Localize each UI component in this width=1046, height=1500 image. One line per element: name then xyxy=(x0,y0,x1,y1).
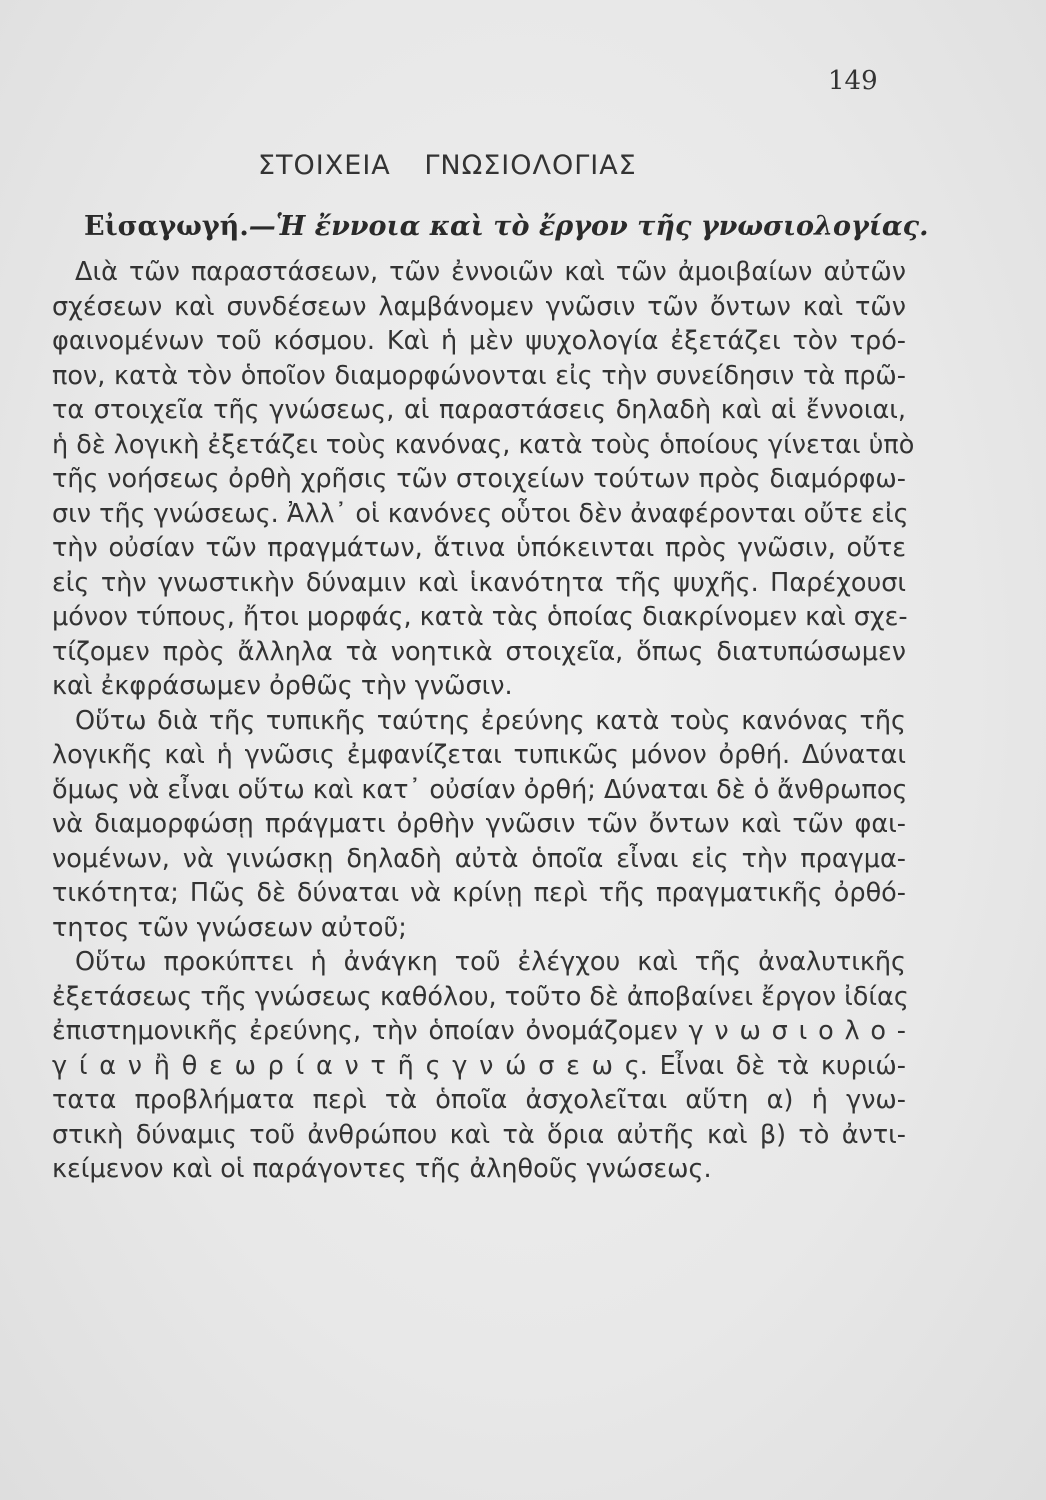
text-line: τίζομεν πρὸς ἄλληλα τὰ νοητικὰ στοιχεῖα, ὅπως διατυπώσωμεν xyxy=(52,636,906,667)
text-line: στικὴ δύναμις τοῦ ἀνθρώπου καὶ τὰ ὅρια αὐτῆς καὶ β) τὸ ἀντι- xyxy=(52,1119,906,1150)
text-line: τατα προβλήματα περὶ τὰ ὁποῖα ἀσχολεῖται αὕτη α) ἡ γνω- xyxy=(52,1085,906,1115)
paragraph xyxy=(52,704,906,946)
text-line: τητος τῶν γνώσεων αὐτοῦ; xyxy=(52,912,407,943)
text-line: Οὕτω προκύπτει ἡ ἀνάγκη τοῦ ἐλέγχου καὶ τῆς ἀναλυτικῆς xyxy=(75,947,906,977)
paragraph xyxy=(52,945,909,1187)
subheading-title: —Ἡ ἔννοια καὶ τὸ ἔργον τῆς γνωσιολογίας. xyxy=(248,211,929,242)
text-line: σχέσεων καὶ συνδέσεων λαμβάνομεν γνῶσιν τῶν ὄντων καὶ τῶν xyxy=(52,291,906,322)
text-line: Οὕτω διὰ τῆς τυπικῆς ταύτης ἐρεύνης κατὰ τοὺς κανόνας τῆς xyxy=(75,705,906,736)
text-line: φαινομένων τοῦ κόσμου. Καὶ ἡ μὲν ψυχολογία ἐξετάζει τὸν τρό- xyxy=(52,326,906,356)
text-line: κείμενον καὶ οἱ παράγοντες τῆς ἀληθοῦς γνώσεως. xyxy=(52,1154,712,1184)
text-line: γ ί α ν ἢ θ ε ω ρ ί α ν τ ῆ ς γ ν ώ σ ε ω ς. Εἶναι δὲ τὰ κυριώ- xyxy=(52,1050,906,1081)
text-line: ἡ δὲ λογικὴ ἐξετάζει τοὺς κανόνας, κατὰ τοὺς ὁποίους γίνεται ὑπὸ xyxy=(52,429,915,460)
text-line: ἐξετάσεως τῆς γνώσεως καθόλου, τοῦτο δὲ ἀποβαίνει ἔργον ἰδίας xyxy=(52,981,909,1012)
text-line: λογικῆς καὶ ἡ γνῶσις ἐμφανίζεται τυπικῶς μόνον ὀρθή. Δύναται xyxy=(52,740,906,770)
text-line: σιν τῆς γνώσεως. Ἀλλ᾽ οἱ κανόνες οὗτοι δὲν ἀναφέρονται οὔτε εἰς xyxy=(52,498,909,529)
subheading-label: Εἰσαγωγή. xyxy=(84,211,249,242)
text-line: τικότητα; Πῶς δὲ δύναται νὰ κρίνῃ περὶ τῆς πραγματικῆς ὀρθό- xyxy=(52,878,906,908)
text-line: ἐπιστημονικῆς ἐρεύνης, τὴν ὁποίαν ὀνομάζομεν γ ν ω σ ι ο λ ο - xyxy=(52,1016,906,1046)
text-line: τὴν οὐσίαν τῶν πραγμάτων, ἅτινα ὑπόκεινται πρὸς γνῶσιν, οὔτε xyxy=(52,533,906,563)
subheading xyxy=(84,211,929,242)
text-line: τα στοιχεῖα τῆς γνώσεως, αἱ παραστάσεις δηλαδὴ καὶ αἱ ἔννοιαι, xyxy=(52,395,906,425)
page-number: 149 xyxy=(828,66,878,96)
text-line: τῆς νοήσεως ὀρθὴ χρῆσις τῶν στοιχείων τούτων πρὸς διαμόρφω- xyxy=(52,464,906,494)
section-title: ΣΤΟΙΧΕΙΑ ΓΝΩΣΙΟΛΟΓΙΑΣ xyxy=(258,150,637,181)
text-line: νὰ διαμορφώσῃ πράγματι ὀρθὴν γνῶσιν τῶν ὄντων καὶ τῶν φαι- xyxy=(52,809,906,839)
text-line: Διὰ τῶν παραστάσεων, τῶν ἐννοιῶν καὶ τῶν ἀμοιβαίων αὐτῶν xyxy=(75,257,906,287)
text-line: νομένων, νὰ γινώσκῃ δηλαδὴ αὐτὰ ὁποῖα εἶναι εἰς τὴν πραγμα- xyxy=(52,843,906,874)
text-line: πον, κατὰ τὸν ὁποῖον διαμορφώνονται εἰς τὴν συνείδησιν τὰ πρῶ- xyxy=(52,360,906,391)
text-line: ὅμως νὰ εἶναι οὕτω καὶ κατ᾽ οὐσίαν ὀρθή; Δύναται δὲ ὁ ἄνθρωπος xyxy=(52,774,908,805)
text-line: εἰς τὴν γνωστικὴν δύναμιν καὶ ἱκανότητα τῆς ψυχῆς. Παρέχουσι xyxy=(52,567,906,598)
body-text xyxy=(52,255,915,1187)
paragraph xyxy=(52,255,915,704)
text-line: μόνον τύπους, ἤτοι μορφάς, κατὰ τὰς ὁποίας διακρίνομεν καὶ σχε- xyxy=(52,602,908,632)
text-line: καὶ ἐκφράσωμεν ὀρθῶς τὴν γνῶσιν. xyxy=(52,671,513,701)
